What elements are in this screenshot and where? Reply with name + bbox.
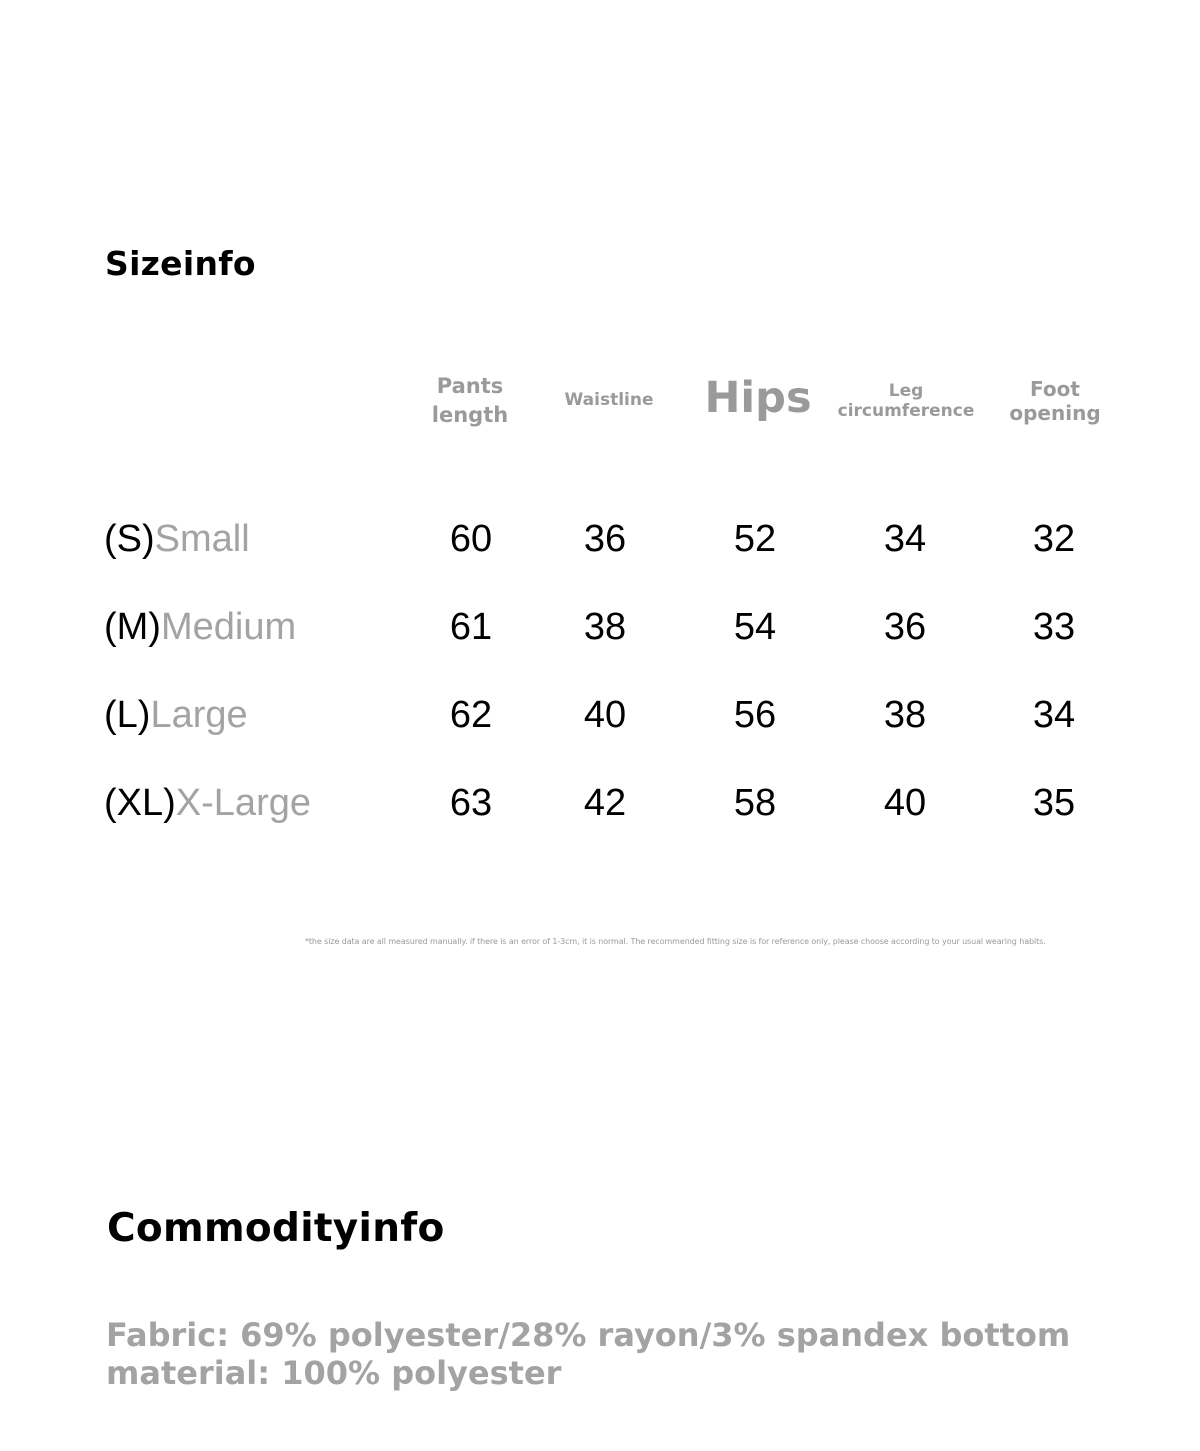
cell-leg-circumference: 34 [883, 518, 927, 560]
cell-waistline: 40 [583, 694, 627, 736]
column-header-pants-length: Pants length [431, 374, 509, 427]
cell-hips: 56 [733, 694, 777, 736]
cell-leg-circumference: 40 [883, 782, 927, 824]
size-code: (S) [104, 518, 155, 560]
size-code: (XL) [104, 782, 176, 824]
size-name: Large [150, 694, 248, 736]
fabric-composition: Fabric: 69% polyester/28% rayon/3% spandex bottom material: 100% polyester [106, 1316, 1071, 1392]
column-header-hips: Hips [704, 373, 812, 423]
cell-hips: 52 [733, 518, 777, 560]
cell-pants-length: 60 [449, 518, 493, 560]
cell-waistline: 42 [583, 782, 627, 824]
cell-foot-opening: 33 [1032, 606, 1076, 648]
cell-foot-opening: 34 [1032, 694, 1076, 736]
size-row-medium [0, 602, 1200, 652]
size-row-large [0, 690, 1200, 740]
size-footnote: *the size data are all measured manually. if there is an error of 1-3cm, it is normal. The recommended fitting size is for reference only, please choose according to your usual wearing habits. [305, 937, 1046, 946]
size-label [104, 778, 311, 828]
size-name: X-Large [175, 782, 311, 824]
commodity-info-title: Commodityinfo [107, 1206, 445, 1251]
cell-hips: 58 [733, 782, 777, 824]
size-name: Small [154, 518, 250, 560]
column-header-waistline: Waistline [564, 390, 654, 410]
size-label [104, 602, 296, 652]
column-header-leg-circumference: Leg circumference [837, 381, 975, 421]
cell-pants-length: 62 [449, 694, 493, 736]
size-info-title: Sizeinfo [105, 244, 256, 283]
size-code: (M) [104, 606, 161, 648]
size-name: Medium [160, 606, 297, 648]
cell-pants-length: 63 [449, 782, 493, 824]
cell-foot-opening: 35 [1032, 782, 1076, 824]
cell-pants-length: 61 [449, 606, 493, 648]
size-code: (L) [104, 694, 151, 736]
column-header-foot-opening: Foot opening [1009, 377, 1101, 425]
cell-hips: 54 [733, 606, 777, 648]
size-row-small [0, 514, 1200, 564]
cell-leg-circumference: 38 [883, 694, 927, 736]
size-row-x-large [0, 778, 1200, 828]
cell-waistline: 38 [583, 606, 627, 648]
size-label [104, 514, 250, 564]
cell-waistline: 36 [583, 518, 627, 560]
cell-foot-opening: 32 [1032, 518, 1076, 560]
size-label [104, 690, 248, 740]
cell-leg-circumference: 36 [883, 606, 927, 648]
